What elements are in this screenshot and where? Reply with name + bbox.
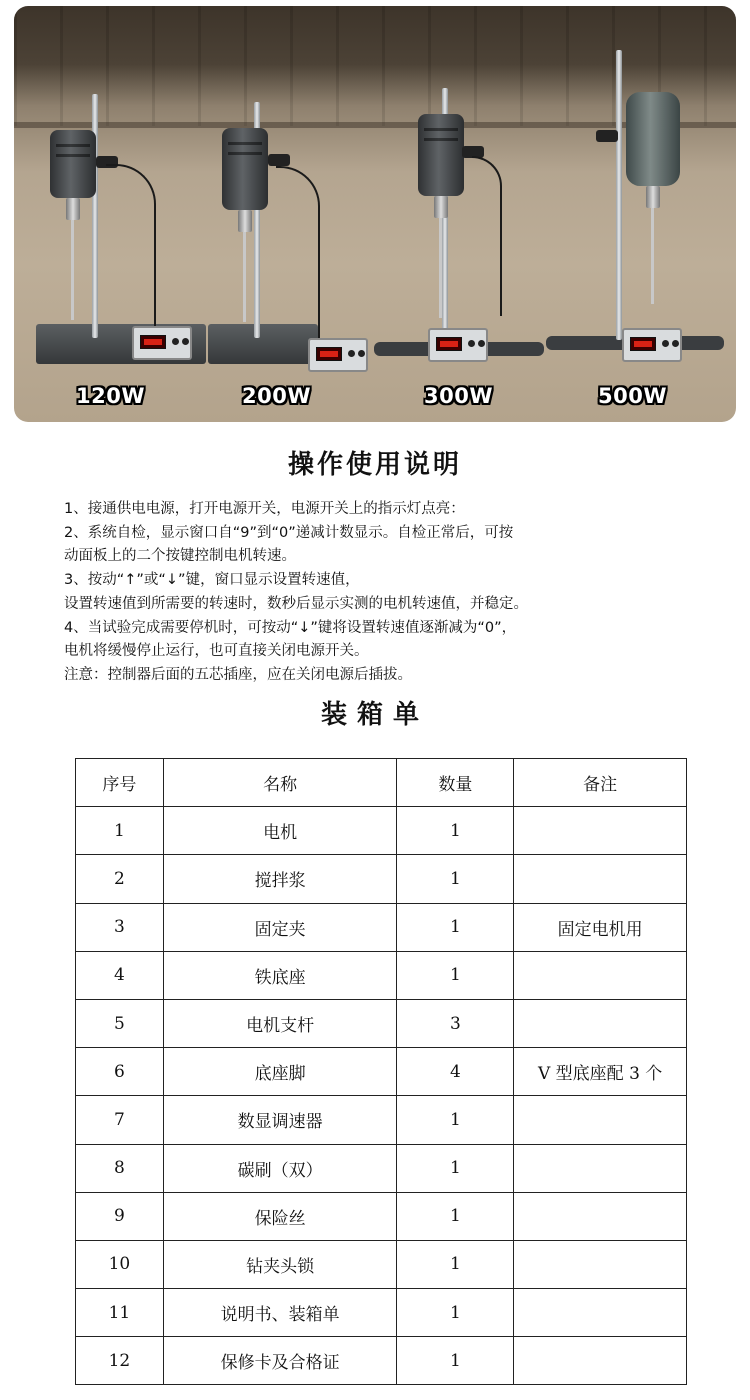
cell-remarks bbox=[514, 1240, 687, 1288]
instructions-body bbox=[64, 498, 704, 688]
cell-index: 8 bbox=[76, 1144, 164, 1192]
cell-index: 2 bbox=[76, 855, 164, 903]
power-label-300w: 300W bbox=[424, 384, 493, 408]
packing-list-body bbox=[76, 807, 687, 1385]
cell-name: 钻夹头锁 bbox=[163, 1240, 397, 1288]
cell-remarks bbox=[514, 1096, 687, 1144]
instruction-line: 动面板上的二个按键控制电机转速。 bbox=[64, 548, 296, 565]
cell-quantity: 1 bbox=[397, 951, 514, 999]
instruction-line: 电机将缓慢停止运行，也可直接关闭电源开关。 bbox=[64, 643, 369, 660]
cell-index: 5 bbox=[76, 999, 164, 1047]
stirrer-shaft bbox=[651, 208, 654, 304]
cell-name: 保修卡及合格证 bbox=[163, 1337, 397, 1385]
stirrer-rod bbox=[616, 50, 622, 340]
cell-name: 铁底座 bbox=[163, 951, 397, 999]
table-row bbox=[76, 1337, 687, 1385]
table-row bbox=[76, 1048, 687, 1096]
stirrer-chuck bbox=[238, 210, 252, 232]
cell-name: 碳刷（双） bbox=[163, 1144, 397, 1192]
product-photo bbox=[14, 6, 736, 422]
header-name: 名称 bbox=[163, 759, 397, 807]
stirrer-motor bbox=[50, 130, 96, 198]
cell-quantity: 3 bbox=[397, 999, 514, 1047]
stirrer-motor bbox=[222, 128, 268, 210]
cell-remarks: V 型底座配 3 个 bbox=[514, 1048, 687, 1096]
cell-quantity: 1 bbox=[397, 807, 514, 855]
cell-quantity: 1 bbox=[397, 1289, 514, 1337]
power-label-200w: 200W bbox=[242, 384, 311, 408]
cell-name: 数显调速器 bbox=[163, 1096, 397, 1144]
cell-quantity: 1 bbox=[397, 1240, 514, 1288]
table-row bbox=[76, 951, 687, 999]
stirrer-cable bbox=[276, 166, 320, 340]
cell-remarks bbox=[514, 951, 687, 999]
table-row bbox=[76, 1240, 687, 1288]
stirrer-chuck bbox=[66, 198, 80, 220]
cell-remarks bbox=[514, 1289, 687, 1337]
table-header-row bbox=[76, 759, 687, 807]
cell-name: 说明书、装箱单 bbox=[163, 1289, 397, 1337]
instructions-title: 操作使用说明 bbox=[287, 450, 462, 480]
stirrer-motor bbox=[626, 92, 680, 186]
stirrer-shaft bbox=[71, 220, 74, 320]
cell-index: 7 bbox=[76, 1096, 164, 1144]
table-row bbox=[76, 855, 687, 903]
header-index: 序号 bbox=[76, 759, 164, 807]
header-quantity: 数量 bbox=[397, 759, 514, 807]
cell-name: 底座脚 bbox=[163, 1048, 397, 1096]
cell-name: 保险丝 bbox=[163, 1192, 397, 1240]
header-remarks: 备注 bbox=[514, 759, 687, 807]
cell-index: 10 bbox=[76, 1240, 164, 1288]
table-row bbox=[76, 1192, 687, 1240]
table-row bbox=[76, 1289, 687, 1337]
cell-name: 电机支杆 bbox=[163, 999, 397, 1047]
cell-index: 12 bbox=[76, 1337, 164, 1385]
cell-remarks bbox=[514, 855, 687, 903]
power-label-500w: 500W bbox=[598, 384, 667, 408]
table-row bbox=[76, 807, 687, 855]
stirrer-rod bbox=[92, 94, 98, 338]
table-row bbox=[76, 999, 687, 1047]
stirrer-shaft bbox=[439, 218, 442, 318]
cell-remarks: 固定电机用 bbox=[514, 903, 687, 951]
cell-quantity: 1 bbox=[397, 1192, 514, 1240]
cell-quantity: 1 bbox=[397, 855, 514, 903]
instruction-line: 4、当试验完成需要停机时，可按动“↓”键将设置转速值逐渐减为“0”， bbox=[64, 619, 517, 636]
stirrer-clamp bbox=[596, 130, 618, 142]
speed-controller bbox=[622, 328, 682, 362]
cell-name: 电机 bbox=[163, 807, 397, 855]
stirrer-chuck bbox=[434, 196, 448, 218]
cell-index: 4 bbox=[76, 951, 164, 999]
table-row bbox=[76, 1144, 687, 1192]
stirrer-chuck bbox=[646, 186, 660, 208]
cell-remarks bbox=[514, 1144, 687, 1192]
table-row bbox=[76, 1096, 687, 1144]
cell-quantity: 1 bbox=[397, 1337, 514, 1385]
cell-quantity: 1 bbox=[397, 1096, 514, 1144]
cell-index: 9 bbox=[76, 1192, 164, 1240]
packing-list-table bbox=[75, 758, 687, 1385]
stirrer-cable bbox=[106, 164, 156, 334]
packing-list-title: 装箱单 bbox=[320, 700, 429, 730]
cell-remarks bbox=[514, 807, 687, 855]
instruction-line: 设置转速值到所需要的转速时，数秒后显示实测的电机转速值，并稳定。 bbox=[64, 595, 528, 612]
cell-remarks bbox=[514, 1337, 687, 1385]
stirrer-shaft bbox=[243, 232, 246, 322]
stirrer-clamp bbox=[268, 154, 290, 166]
instruction-line: 3、按动“↑”或“↓”键，窗口显示设置转速值， bbox=[64, 572, 360, 589]
stirrer-motor bbox=[418, 114, 464, 196]
speed-controller bbox=[132, 326, 192, 360]
cell-remarks bbox=[514, 1192, 687, 1240]
cell-remarks bbox=[514, 999, 687, 1047]
cell-index: 11 bbox=[76, 1289, 164, 1337]
speed-controller bbox=[308, 338, 368, 372]
cell-quantity: 1 bbox=[397, 903, 514, 951]
cell-name: 固定夹 bbox=[163, 903, 397, 951]
instruction-line: 2、系统自检，显示窗口自“9”到“0”递减计数显示。自检正常后，可按 bbox=[64, 524, 514, 541]
cell-name: 搅拌浆 bbox=[163, 855, 397, 903]
cell-quantity: 1 bbox=[397, 1144, 514, 1192]
cell-quantity: 4 bbox=[397, 1048, 514, 1096]
table-row bbox=[76, 903, 687, 951]
cell-index: 6 bbox=[76, 1048, 164, 1096]
instruction-note: 注意：控制器后面的五芯插座，应在关闭电源后插拔。 bbox=[64, 666, 412, 683]
cell-index: 3 bbox=[76, 903, 164, 951]
cell-index: 1 bbox=[76, 807, 164, 855]
speed-controller bbox=[428, 328, 488, 362]
power-label-120w: 120W bbox=[76, 384, 145, 408]
instruction-line: 1、接通供电电源，打开电源开关，电源开关上的指示灯点亮： bbox=[64, 501, 465, 517]
stirrer-cable bbox=[472, 156, 502, 316]
